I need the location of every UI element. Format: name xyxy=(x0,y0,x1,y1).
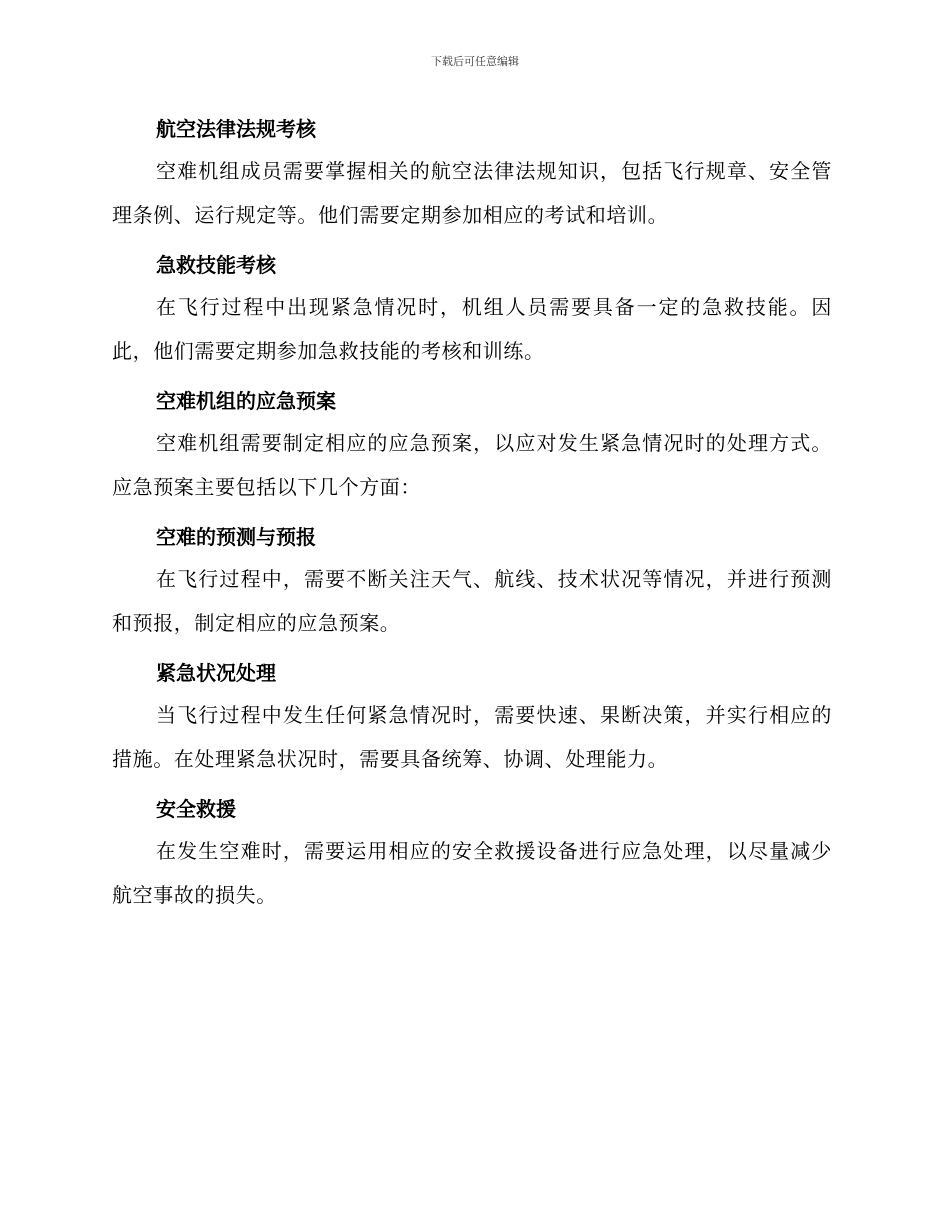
section-paragraph: 空难机组成员需要掌握相关的航空法律法规知识，包括飞行规章、安全管理条例、运行规定等。他们需要定期参加相应的考试和培训。 xyxy=(112,159,832,227)
section-paragraph: 在发生空难时，需要运用相应的安全救援设备进行应急处理，以尽量减少航空事故的损失。 xyxy=(112,839,832,907)
section-heading: 航空法律法规考核 xyxy=(156,117,316,141)
section-first-aid-assessment xyxy=(112,248,832,373)
section-emergency-handling xyxy=(112,656,832,781)
section-heading: 急救技能考核 xyxy=(156,253,276,277)
section-heading: 空难的预测与预报 xyxy=(156,525,316,549)
section-heading: 空难机组的应急预案 xyxy=(156,389,336,413)
section-paragraph: 当飞行过程中发生任何紧急情况时，需要快速、果断决策，并实行相应的措施。在处理紧急状况时，需要具备统筹、协调、处理能力。 xyxy=(112,703,832,771)
header-note: 下载后可任意编辑 xyxy=(431,55,519,68)
document-body xyxy=(112,112,832,917)
section-paragraph: 在飞行过程中出现紧急情况时，机组人员需要具备一定的急救技能。因此，他们需要定期参加急救技能的考核和训练。 xyxy=(112,295,832,363)
section-law-assessment xyxy=(112,112,832,237)
section-emergency-plan xyxy=(112,384,832,509)
section-paragraph: 空难机组需要制定相应的应急预案，以应对发生紧急情况时的处理方式。应急预案主要包括以下几个方面： xyxy=(112,431,832,499)
section-safety-rescue xyxy=(112,792,832,917)
section-paragraph: 在飞行过程中，需要不断关注天气、航线、技术状况等情况，并进行预测和预报，制定相应的应急预案。 xyxy=(112,567,832,635)
section-heading: 安全救援 xyxy=(156,797,236,821)
section-prediction xyxy=(112,520,832,645)
section-heading: 紧急状况处理 xyxy=(156,661,276,685)
